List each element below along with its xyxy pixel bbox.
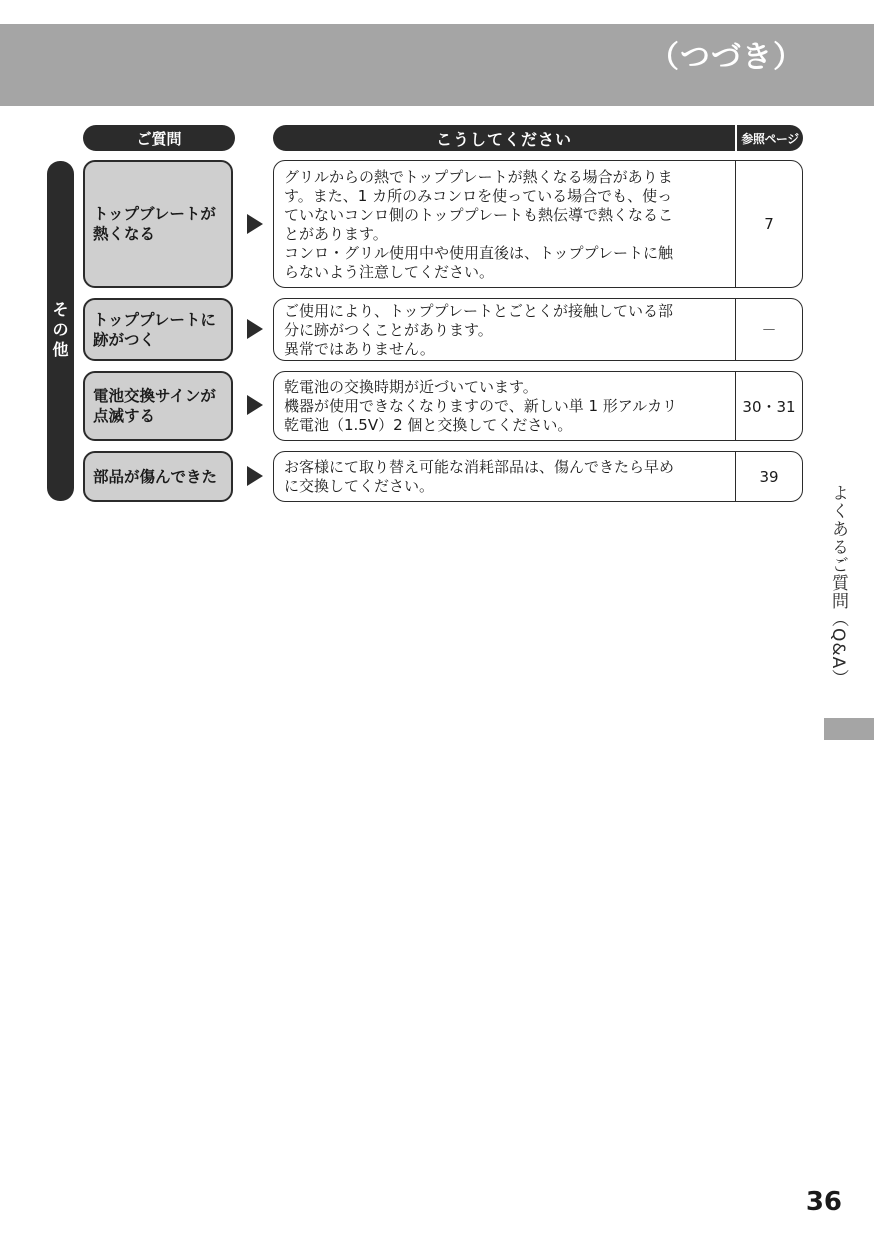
answer-box: [273, 451, 803, 502]
category-char: 他: [52, 340, 69, 359]
category-label: [47, 300, 74, 360]
arrow-icon: [247, 466, 263, 486]
answer-box: [273, 298, 803, 361]
answer-box: [273, 160, 803, 288]
question-box: [83, 451, 233, 502]
reference-page: 30・31: [742, 397, 796, 416]
question-box: [83, 160, 233, 288]
section-tab: [824, 718, 874, 740]
answer-text: ご使用により、トッププレートとごとくが接触している部 分に跡がつくことがあります。 異常ではありません。: [274, 299, 736, 360]
question-text: 部品が傷んできた: [93, 467, 218, 486]
arrow-icon: [247, 319, 263, 339]
question-text: 電池交換サインが点滅する: [93, 387, 216, 425]
question-text: トップブレートが熱くなる: [93, 205, 216, 243]
answer-box: [273, 371, 803, 441]
reference-page: 7: [764, 215, 774, 233]
section-side-label: よくあるご質問（Q&A）: [828, 484, 848, 688]
continued-title: （つづき）: [649, 40, 804, 75]
arrow-icon: [247, 395, 263, 415]
reference-column-header: 参照ページ: [737, 125, 803, 151]
question-box: [83, 371, 233, 441]
question-text: トッププレートに跡がつく: [93, 310, 216, 349]
answer-text: グリルからの熱でトッププレートが熱くなる場合がありま す。また、1 カ所のみコンロを使っている場合でも、使っ ていないコンロ側のトッププレートも熱伝導で熱くなるこ とがあります。 コンロ・グリル使用中や使用直後は、トッププレートに触 らないよう注意してください。: [274, 161, 736, 287]
question-box: [83, 298, 233, 361]
answer-column-header: こうしてください: [273, 125, 735, 151]
answer-text: 乾電池の交換時期が近づいています。 機器が使用できなくなりますので、新しい単 1 形アルカリ 乾電池（1.5V）2 個と交換してください。: [274, 372, 736, 440]
category-char: そ: [52, 300, 69, 319]
reference-page: －: [761, 321, 777, 339]
arrow-icon: [247, 214, 263, 234]
answer-text: お客様にて取り替え可能な消耗部品は、傷んできたら早め に交換してください。: [274, 452, 736, 501]
page-number: 36: [805, 1187, 842, 1217]
question-column-header: ご質問: [83, 125, 235, 151]
reference-page: 39: [759, 467, 779, 486]
category-char: の: [52, 320, 69, 339]
